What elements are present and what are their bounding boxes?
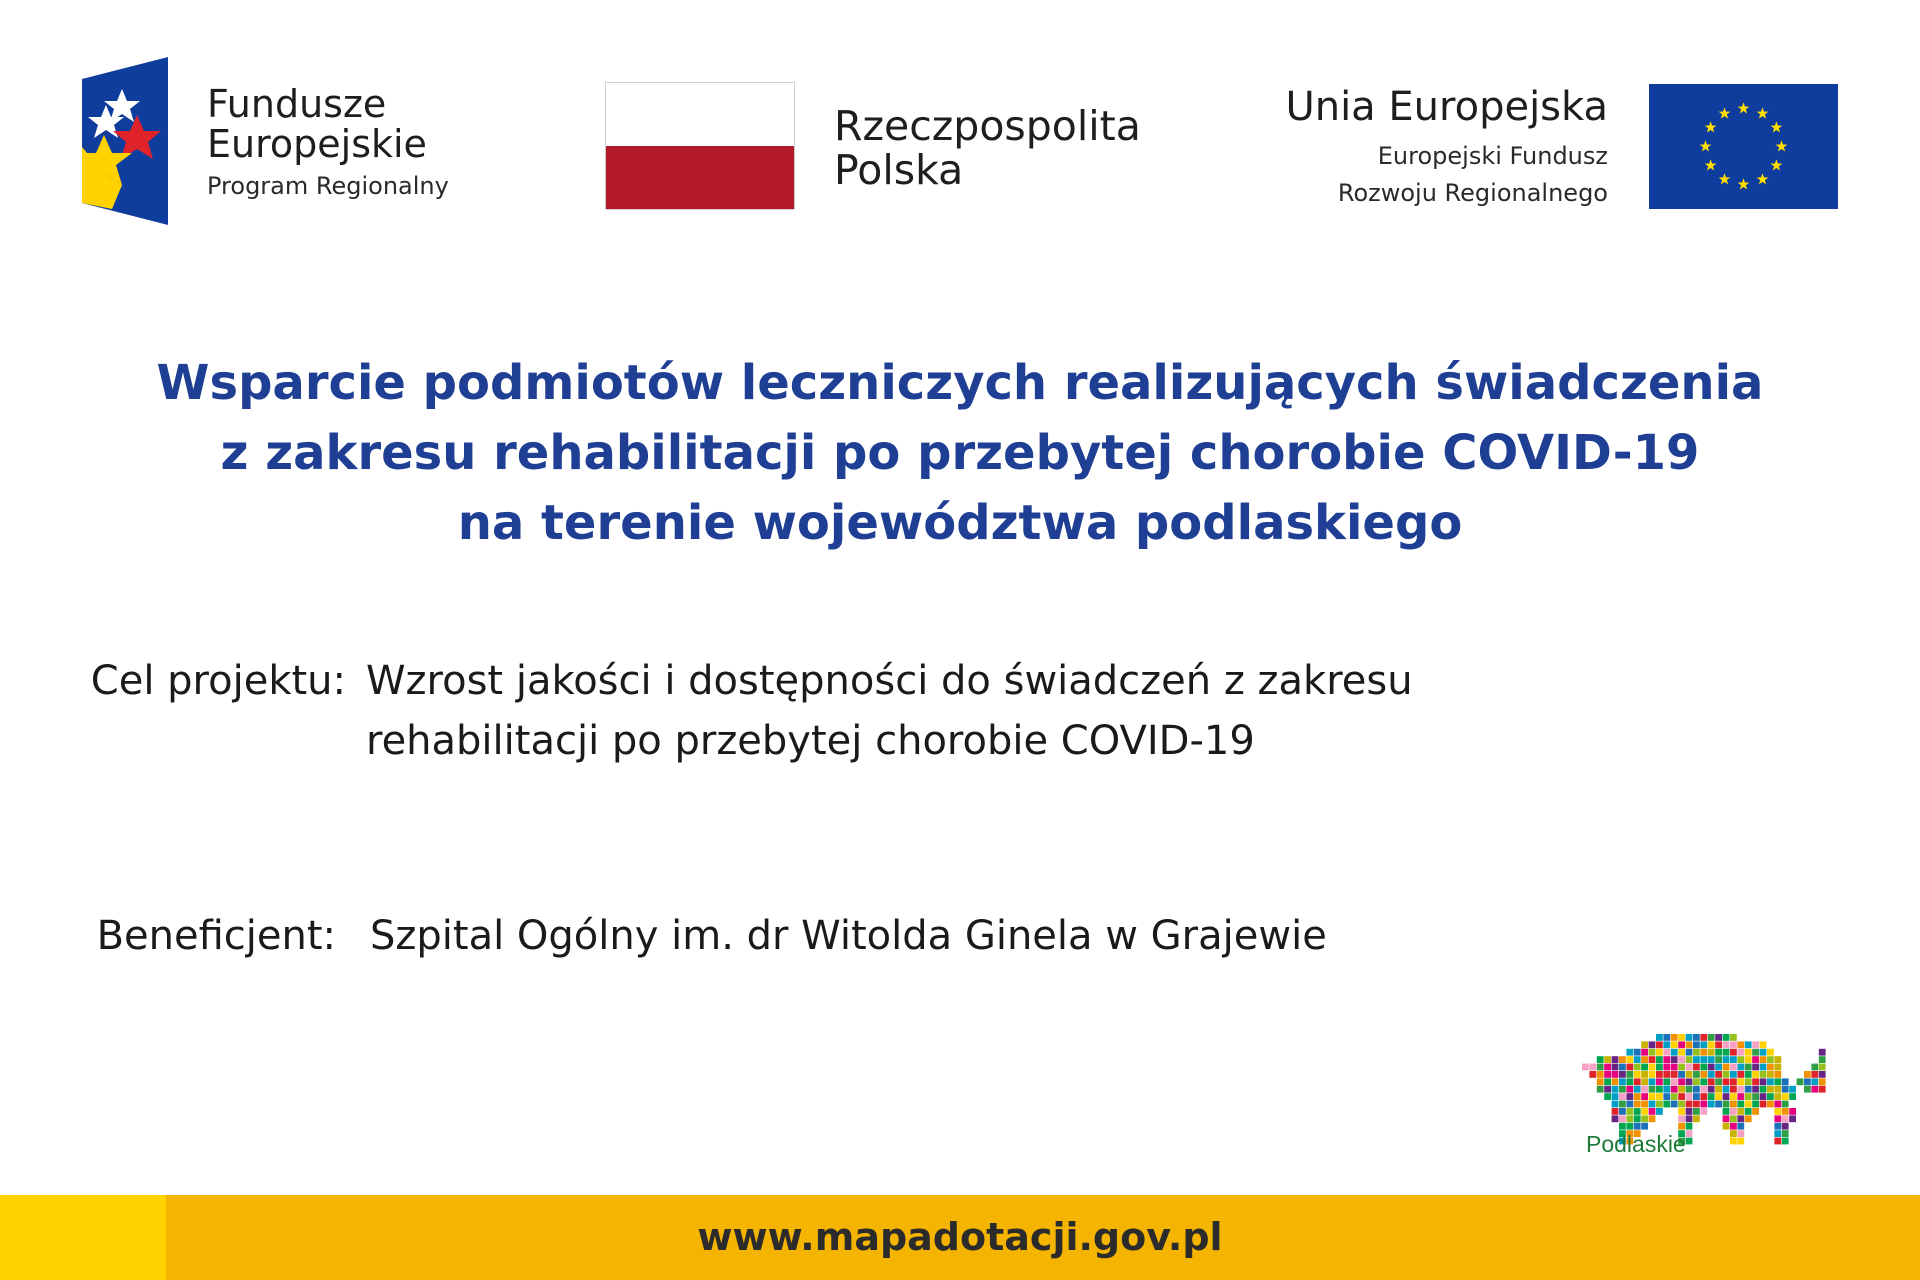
beneficjent-label: Beneficjent: (96, 913, 336, 959)
footer-url-link[interactable]: www.mapadotacji.gov.pl (697, 1215, 1223, 1259)
fundusze-line2: Europejskie (207, 122, 427, 166)
polish-flag-icon (605, 82, 795, 210)
project-title (0, 348, 1920, 558)
polska-line2: Polska (834, 146, 964, 194)
cel-value-line2: rehabilitacji po przebytej chorobie COVID-19 (366, 718, 1255, 764)
fundusze-europejskie-text (207, 84, 449, 204)
unia-line2: Europejski Fundusz (1377, 142, 1608, 170)
cel-projektu-value (366, 651, 1606, 771)
unia-line1: Unia Europejska (1285, 84, 1608, 130)
unia-europejska-text (1285, 84, 1608, 212)
cel-projektu-label: Cel projektu: (90, 658, 346, 704)
cel-value-line1: Wzrost jakości i dostępności do świadczeń z zakresu (366, 658, 1413, 704)
rzeczpospolita-polska-text (834, 104, 1141, 192)
title-line1: Wsparcie podmiotów leczniczych realizujących świadczenia (156, 355, 1764, 411)
beneficjent-value: Szpital Ogólny im. dr Witolda Ginela w Grajewie (370, 913, 1327, 959)
podlaskie-label: Podlaskie (1586, 1131, 1686, 1157)
title-line2: z zakresu rehabilitacji po przebytej chorobie COVID-19 (220, 425, 1700, 481)
fundusze-line3: Program Regionalny (207, 172, 449, 200)
polska-line1: Rzeczpospolita (834, 102, 1141, 150)
unia-line3: Rozwoju Regionalnego (1337, 179, 1608, 207)
footer-bar (0, 1195, 1920, 1280)
fundusze-line1: Fundusze (207, 82, 387, 126)
title-line3: na terenie województwa podlaskiego (457, 495, 1463, 551)
eu-flag-icon (1649, 84, 1838, 209)
fundusze-europejskie-icon (82, 57, 168, 225)
